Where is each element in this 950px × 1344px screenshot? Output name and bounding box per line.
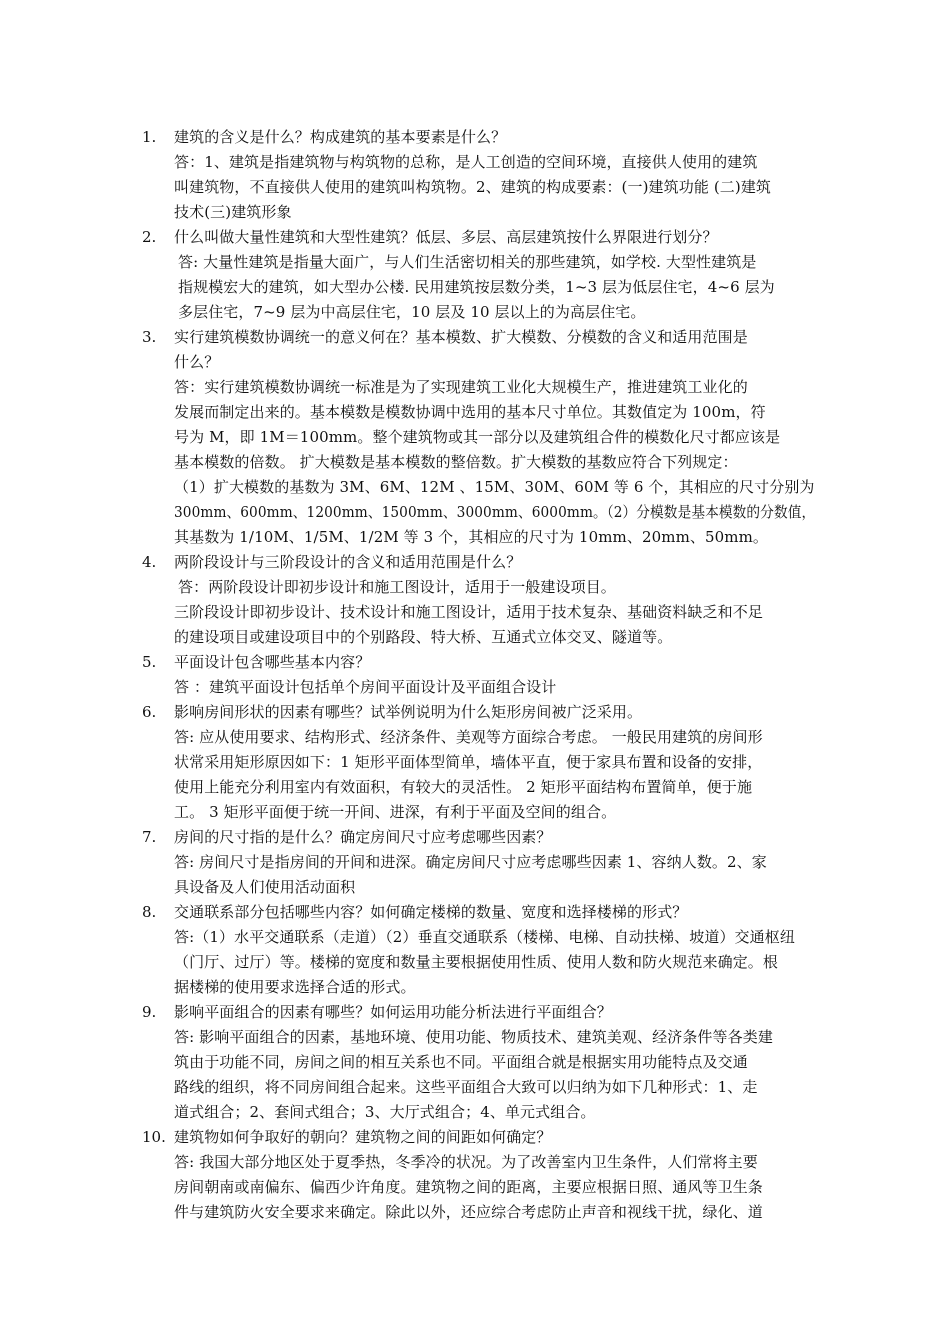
answer-line: 答: 应从使用要求、结构形式、经济条件、美观等方面综合考虑。 一般民用建筑的房间形 [174,728,763,746]
question-text: 影响房间形状的因素有哪些？试举例说明为什么矩形房间被广泛采用。 [174,703,643,721]
answer-line: 答 ：建筑平面设计包括单个房间平面设计及平面组合设计 [174,678,557,696]
item-number: 1. [142,128,157,146]
answer-line: 答: 我国大部分地区处于夏季热，冬季冷的状况。为了改善室内卫生条件，人们常将主要 [174,1153,758,1171]
answer-line: 答:（1）水平交通联系（走道）（2）垂直交通联系（楼梯、电梯、自动扶梯、坡道）交通枢纽 [174,928,795,946]
answer-line: 道式组合；2、套间式组合；3、大厅式组合；4、单元式组合。 [174,1103,596,1121]
answer-line: 据楼梯的使用要求选择合适的形式。 [174,978,416,996]
answer-line: 指规模宏大的建筑，如大型办公楼. 民用建筑按层数分类，1~3 层为低层住宅，4~6 层为 [178,278,775,296]
question-text: 什么？ [174,353,220,371]
answer-line: 答：实行建筑模数协调统一标准是为了实现建筑工业化大规模生产，推进建筑工业化的 [174,378,748,396]
question-text: 影响平面组合的因素有哪些？如何运用功能分析法进行平面组合？ [174,1003,612,1021]
answer-line: 具设备及人们使用活动面积 [174,878,356,896]
answer-line: 技术(三)建筑形象 [174,203,292,221]
item-number: 6. [142,703,157,721]
answer-line: 答: 大量性建筑是指量大面广，与人们生活密切相关的那些建筑，如学校. 大型性建筑是 [178,253,757,271]
answer-line: 答: 房间尺寸是指房间的开间和进深。确定房间尺寸应考虑哪些因素 1、容纳人数。2、家 [174,853,767,871]
answer-line: 路线的组织，将不同房间组合起来。这些平面组合大致可以归纳为如下几种形式：1、走 [174,1078,758,1096]
item-number: 4. [142,553,157,571]
answer-line: 答：1、建筑是指建筑物与构筑物的总称，是人工创造的空间环境，直接供人使用的建筑 [174,153,758,171]
answer-line: 三阶段设计即初步设计、技术设计和施工图设计，适用于技术复杂、基础资料缺乏和不足 [174,603,763,621]
question-text: 实行建筑模数协调统一的意义何在？基本模数、扩大模数、分模数的含义和适用范围是 [174,328,748,346]
item-number: 2. [142,228,157,246]
answer-line: 发展而制定出来的。基本模数是模数协调中选用的基本尺寸单位。其数值定为 100m，符 [174,403,766,421]
item-number: 10. [142,1128,166,1146]
answer-line: 的建设项目或建设项目中的个别路段、特大桥、互通式立体交叉、隧道等。 [174,628,673,646]
item-number: 5. [142,653,157,671]
answer-line: 多层住宅，7~9 层为中高层住宅，10 层及 10 层以上的为高层住宅。 [178,303,646,321]
answer-line: 号为 M，即 1M＝100mm。整个建筑物或其一部分以及建筑组合件的模数化尺寸都应该是 [174,428,781,446]
answer-line: 状常采用矩形原因如下：1 矩形平面体型简单，墙体平直，便于家具布置和设备的安排， [174,753,763,771]
answer-line: 叫建筑物，不直接供人使用的建筑叫构筑物。2、建筑的构成要素：(一)建筑功能 (二)建筑 [174,178,772,196]
answer-line: 筑由于功能不同，房间之间的相互关系也不同。平面组合就是根据实用功能特点及交通 [174,1053,748,1071]
item-number: 9. [142,1003,157,1021]
answer-line: （1）扩大模数的基数为 3M、6M、12M 、15M、30M、60M 等 6 个，其相应的尺寸分别为 [174,478,815,496]
question-text: 建筑的含义是什么？构成建筑的基本要素是什么？ [174,128,507,146]
answer-line: 房间朝南或南偏东、偏西少许角度。建筑物之间的距离，主要应根据日照、通风等卫生条 [174,1178,763,1196]
answer-line: （门厅、过厅）等。楼梯的宽度和数量主要根据使用性质、使用人数和防火规范来确定。根 [174,953,779,971]
question-text: 什么叫做大量性建筑和大型性建筑？低层、多层、高层建筑按什么界限进行划分？ [174,228,718,246]
question-text: 两阶段设计与三阶段设计的含义和适用范围是什么？ [174,553,522,571]
question-text: 平面设计包含哪些基本内容？ [174,653,371,671]
answer-line: 答：两阶段设计即初步设计和施工图设计，适用于一般建设项目。 [178,578,616,596]
item-number: 8. [142,903,157,921]
answer-line: 工。 3 矩形平面便于统一开间、进深，有利于平面及空间的组合。 [174,803,617,821]
answer-line: 答: 影响平面组合的因素，基地环境、使用功能、物质技术、建筑美观、经济条件等各类建 [174,1028,773,1046]
answer-line: 使用上能充分利用室内有效面积，有较大的灵活性。 2 矩形平面结构布置简单，便于施 [174,778,753,796]
item-number: 3. [142,328,157,346]
answer-line: 基本模数的倍数。 扩大模数是基本模数的整倍数。扩大模数的基数应符合下列规定： [174,453,738,471]
question-text: 房间的尺寸指的是什么？确定房间尺寸应考虑哪些因素？ [174,828,552,846]
question-text: 建筑物如何争取好的朝向？建筑物之间的间距如何确定？ [174,1128,552,1146]
answer-line: 300mm、600mm、1200mm、1500mm、3000mm、6000mm。（2）分模数是基本模数的分数值， [174,503,816,521]
question-text: 交通联系部分包括哪些内容？如何确定楼梯的数量、宽度和选择楼梯的形式？ [174,903,688,921]
answer-line: 件与建筑防火安全要求来确定。除此以外，还应综合考虑防止声音和视线干扰，绿化、道 [174,1203,763,1221]
item-number: 7. [142,828,157,846]
answer-line: 其基数为 1/10M、1/5M、1/2M 等 3 个，其相应的尺寸为 10mm、20mm、50mm。 [174,528,769,546]
